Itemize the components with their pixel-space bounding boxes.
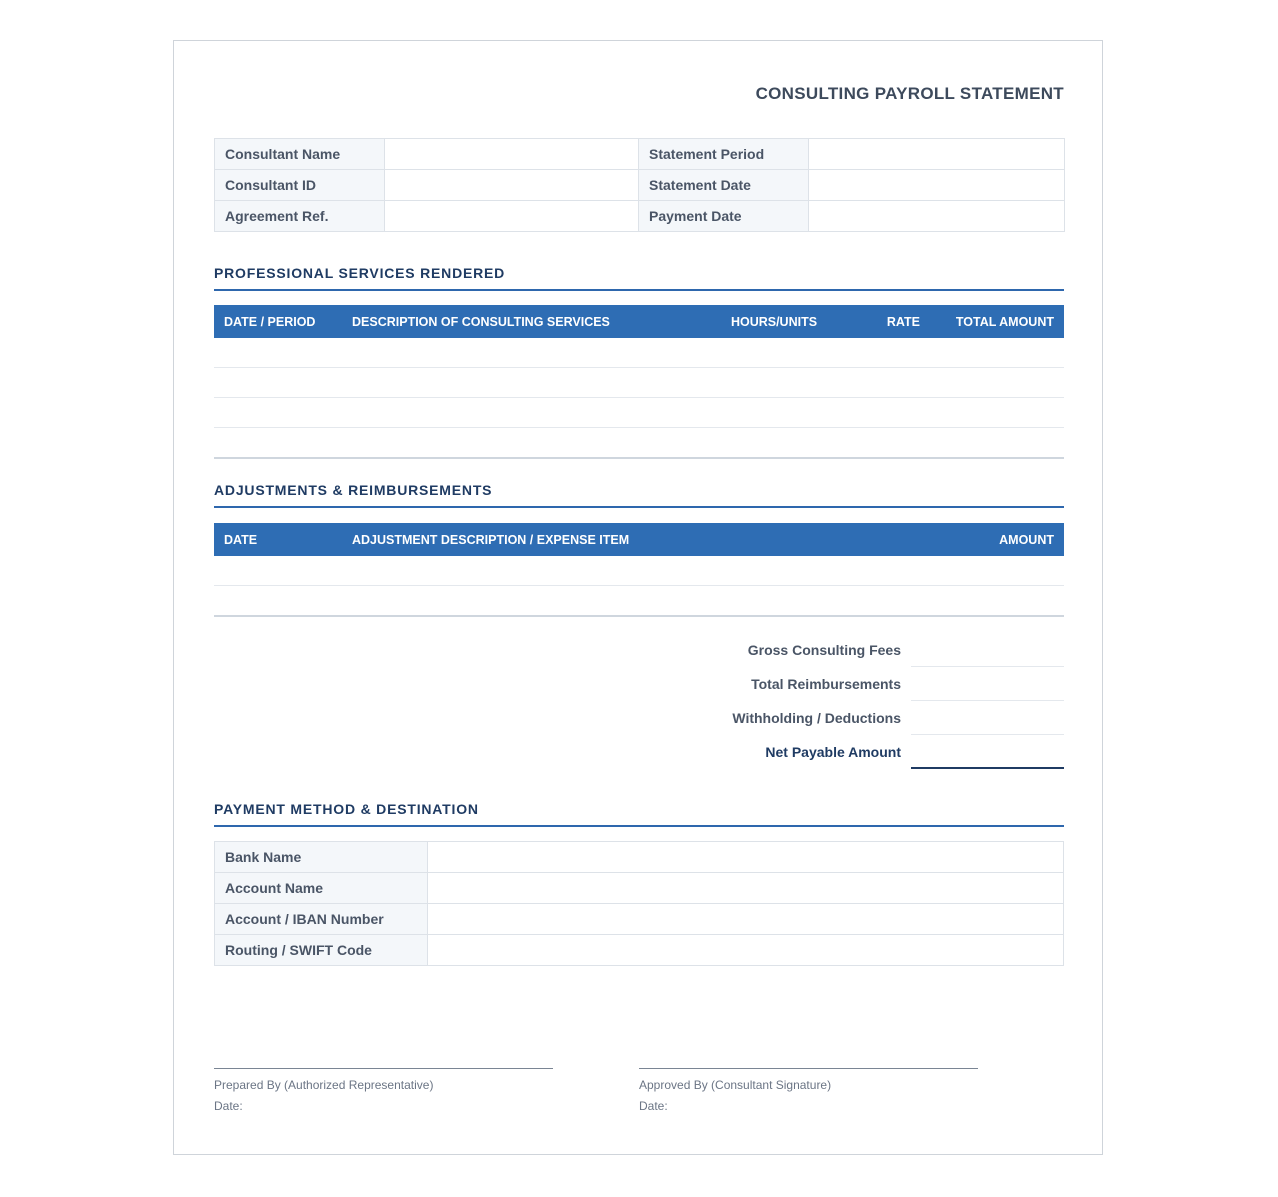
consultant-id-field[interactable]	[385, 170, 639, 201]
net-payable-value[interactable]	[911, 735, 1064, 769]
payment-row	[215, 873, 1064, 904]
approved-date-label: Date:	[639, 1099, 668, 1113]
prepared-by-signature[interactable]	[214, 1068, 553, 1119]
col-description: DESCRIPTION OF CONSULTING SERVICES	[342, 305, 702, 338]
services-table	[214, 305, 1064, 459]
col-date-period: DATE / PERIOD	[214, 305, 342, 338]
payment-table	[214, 841, 1064, 966]
bank-name-label: Bank Name	[215, 842, 428, 873]
prepared-date-label: Date:	[214, 1099, 243, 1113]
statement-date-field[interactable]	[809, 170, 1065, 201]
adjustments-section-title: ADJUSTMENTS & REIMBURSEMENTS	[214, 482, 1064, 508]
statement-period-field[interactable]	[809, 139, 1065, 170]
swift-field[interactable]	[428, 935, 1064, 966]
table-row[interactable]	[214, 338, 1064, 368]
col-date: DATE	[214, 523, 342, 556]
deductions-value[interactable]	[911, 701, 1064, 735]
table-row[interactable]	[214, 556, 1064, 586]
services-header-row	[214, 305, 1064, 338]
prepared-by-label: Prepared By (Authorized Representative)	[214, 1078, 434, 1092]
totals-summary	[704, 633, 1064, 769]
reimbursements-row	[704, 667, 1064, 701]
info-row	[215, 170, 1065, 201]
col-rate: RATE	[846, 305, 930, 338]
approved-by-label: Approved By (Consultant Signature)	[639, 1078, 832, 1092]
account-name-label: Account Name	[215, 873, 428, 904]
payment-date-field[interactable]	[809, 201, 1065, 232]
col-hours-units: HOURS/UNITS	[702, 305, 846, 338]
net-payable-label: Net Payable Amount	[765, 744, 901, 760]
approved-by-signature[interactable]	[639, 1068, 978, 1119]
reimbursements-label: Total Reimbursements	[751, 676, 901, 692]
gross-fees-row	[704, 633, 1064, 667]
info-row	[215, 201, 1065, 232]
adjustments-header-row	[214, 523, 1064, 556]
deductions-row	[704, 701, 1064, 735]
consultant-id-label: Consultant ID	[215, 170, 385, 201]
consultant-name-label: Consultant Name	[215, 139, 385, 170]
payment-row	[215, 904, 1064, 935]
statement-date-label: Statement Date	[639, 170, 809, 201]
consultant-info-table	[214, 138, 1065, 232]
agreement-ref-label: Agreement Ref.	[215, 201, 385, 232]
table-row[interactable]	[214, 368, 1064, 398]
payment-row	[215, 935, 1064, 966]
deductions-label: Withholding / Deductions	[732, 710, 901, 726]
table-row[interactable]	[214, 428, 1064, 459]
col-total-amount: TOTAL AMOUNT	[930, 305, 1064, 338]
gross-fees-value[interactable]	[911, 633, 1064, 667]
document-title: CONSULTING PAYROLL STATEMENT	[755, 84, 1064, 103]
col-adjustment-description: ADJUSTMENT DESCRIPTION / EXPENSE ITEM	[342, 523, 922, 556]
iban-field[interactable]	[428, 904, 1064, 935]
statement-page	[173, 40, 1103, 1155]
table-row[interactable]	[214, 398, 1064, 428]
info-row	[215, 139, 1065, 170]
gross-fees-label: Gross Consulting Fees	[747, 642, 901, 658]
swift-label: Routing / SWIFT Code	[215, 935, 428, 966]
agreement-ref-field[interactable]	[385, 201, 639, 232]
consultant-name-field[interactable]	[385, 139, 639, 170]
iban-label: Account / IBAN Number	[215, 904, 428, 935]
adjustments-table	[214, 523, 1064, 617]
reimbursements-value[interactable]	[911, 667, 1064, 701]
col-amount: AMOUNT	[922, 523, 1064, 556]
payment-date-label: Payment Date	[639, 201, 809, 232]
account-name-field[interactable]	[428, 873, 1064, 904]
bank-name-field[interactable]	[428, 842, 1064, 873]
statement-period-label: Statement Period	[639, 139, 809, 170]
payment-row	[215, 842, 1064, 873]
table-row[interactable]	[214, 586, 1064, 617]
payment-section-title: PAYMENT METHOD & DESTINATION	[214, 801, 1064, 827]
net-payable-row	[704, 735, 1064, 769]
services-section-title: PROFESSIONAL SERVICES RENDERED	[214, 265, 1064, 291]
